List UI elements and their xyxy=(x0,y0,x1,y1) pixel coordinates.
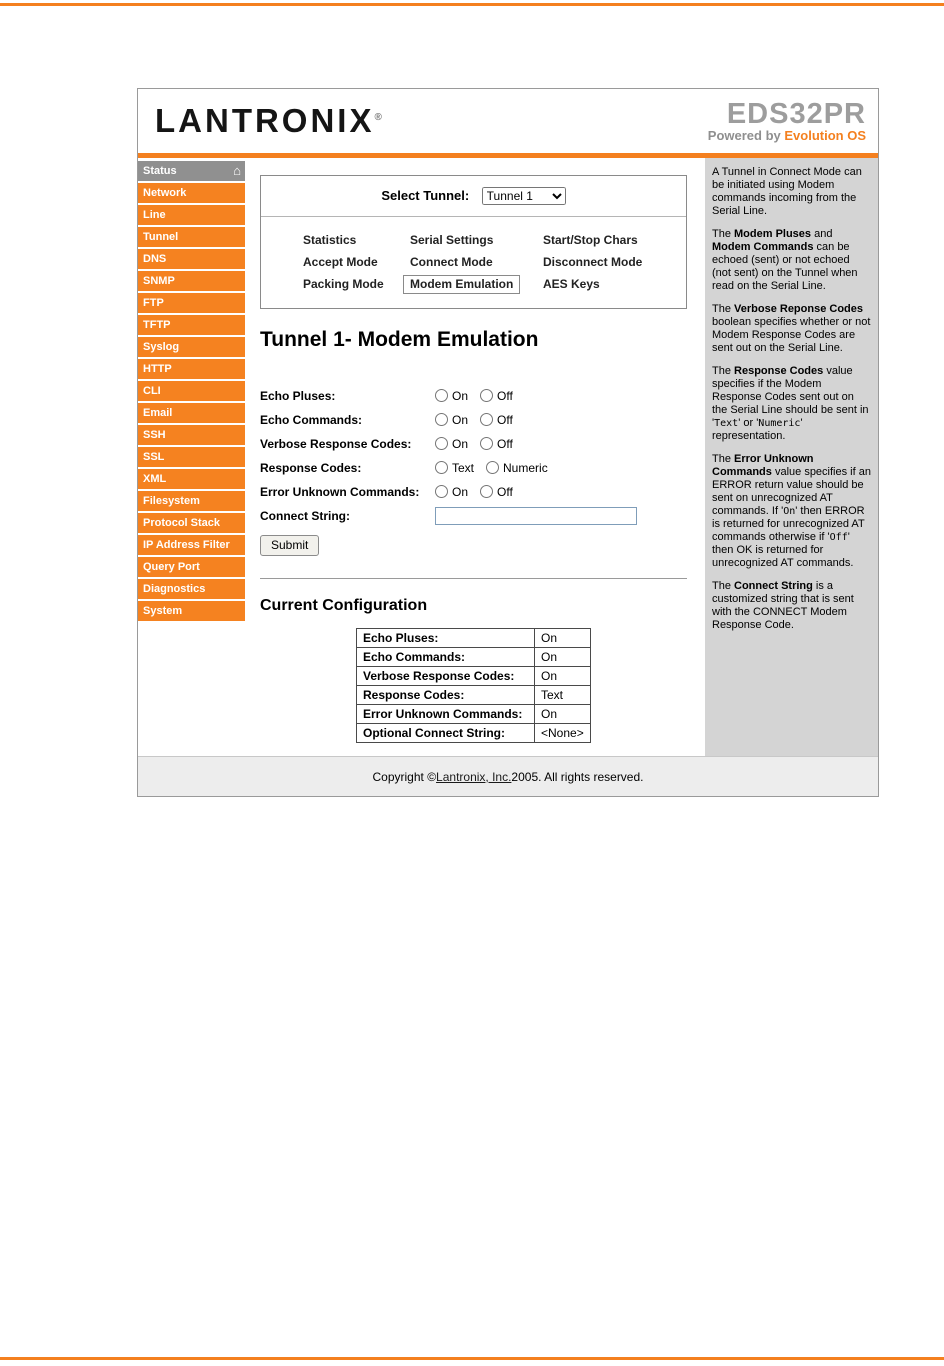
tab-connect-mode[interactable]: Connect Mode xyxy=(410,255,493,269)
table-row xyxy=(357,667,591,686)
sidebar-item-ssl[interactable]: SSL xyxy=(138,447,245,467)
form-row-response-codes xyxy=(260,456,687,479)
config-value: On xyxy=(535,648,591,667)
echo-pluses-label: Echo Pluses: xyxy=(260,388,336,403)
lantronix-logo xyxy=(155,102,382,140)
tunnel-tab-box xyxy=(260,175,687,309)
form-row-connect-string xyxy=(260,504,687,527)
config-label: Echo Commands: xyxy=(357,648,535,667)
verbose-response-codes-off-option[interactable] xyxy=(480,437,513,451)
config-value: On xyxy=(535,667,591,686)
lantronix-link[interactable]: Lantronix, Inc. xyxy=(436,769,512,784)
form-row-verbose-response-codes xyxy=(260,432,687,455)
error-unknown-commands-on-radio[interactable] xyxy=(435,485,448,498)
config-value: On xyxy=(535,705,591,724)
connect-string-label: Connect String: xyxy=(260,508,350,523)
error-unknown-commands-on-option[interactable] xyxy=(435,485,468,499)
response-codes-numeric-radio[interactable] xyxy=(486,461,499,474)
config-label: Echo Pluses: xyxy=(357,629,535,648)
content-area xyxy=(138,158,878,756)
table-row xyxy=(357,724,591,743)
config-label: Error Unknown Commands: xyxy=(357,705,535,724)
sidebar-item-filesystem[interactable]: Filesystem xyxy=(138,491,245,511)
verbose-response-codes-on-option[interactable] xyxy=(435,437,468,451)
radio-label: On xyxy=(452,412,469,427)
sidebar-item-syslog[interactable]: Syslog xyxy=(138,337,245,357)
sidebar-item-dns[interactable]: DNS xyxy=(138,249,245,269)
product-name: EDS32PR xyxy=(726,97,866,130)
radio-label: On xyxy=(452,436,469,451)
copyright-suffix: 2005. All rights reserved. xyxy=(511,769,644,784)
logo-text: LANTRONIX xyxy=(155,102,375,139)
sidebar-item-query-port[interactable]: Query Port xyxy=(138,557,245,577)
echo-commands-on-option[interactable] xyxy=(435,413,468,427)
sidebar-nav xyxy=(138,158,245,756)
tab-modem-emulation[interactable]: Modem Emulation xyxy=(403,275,520,294)
radio-label: Off xyxy=(497,388,513,403)
sidebar-item-diagnostics[interactable]: Diagnostics xyxy=(138,579,245,599)
verbose-response-codes-on-radio[interactable] xyxy=(435,437,448,450)
echo-commands-label: Echo Commands: xyxy=(260,412,363,427)
radio-label: Numeric xyxy=(503,460,548,475)
response-codes-text-option[interactable] xyxy=(435,461,474,475)
page-top-rule xyxy=(0,3,944,6)
response-codes-numeric-option[interactable] xyxy=(486,461,548,475)
radio-label: Off xyxy=(497,436,513,451)
table-row xyxy=(357,648,591,667)
page-bottom-rule xyxy=(0,1357,944,1360)
sidebar-item-xml[interactable]: XML xyxy=(138,469,245,489)
sidebar-item-ftp[interactable]: FTP xyxy=(138,293,245,313)
sidebar-item-email[interactable]: Email xyxy=(138,403,245,423)
sidebar-item-http[interactable]: HTTP xyxy=(138,359,245,379)
help-paragraph: The Verbose Reponse Codes boolean specifies whether or not Modem Response Codes are sent out on the Serial Line. xyxy=(712,303,871,354)
radio-label: On xyxy=(452,388,469,403)
radio-label: Text xyxy=(452,460,475,475)
help-paragraph: The Error Unknown Commands value specifies if an ERROR return value should be sent on unrecognized AT commands. If 'On' then ERROR is returned for unrecognized AT commands otherwise if 'Off' then OK is returned for unrecognized AT commands. xyxy=(712,453,871,569)
echo-pluses-off-radio[interactable] xyxy=(480,389,493,402)
tunnel-tabs xyxy=(303,229,676,295)
modem-emulation-form xyxy=(260,384,687,556)
app-window xyxy=(137,88,879,797)
home-icon: ⌂ xyxy=(233,163,241,178)
copyright-prefix: Copyright © xyxy=(372,769,437,784)
header xyxy=(138,89,878,153)
sidebar-item-ip-address-filter[interactable]: IP Address Filter xyxy=(138,535,245,555)
sidebar-item-system[interactable]: System xyxy=(138,601,245,621)
form-row-error-unknown-commands xyxy=(260,480,687,503)
sidebar-item-ssh[interactable]: SSH xyxy=(138,425,245,445)
sidebar-item-snmp[interactable]: SNMP xyxy=(138,271,245,291)
tab-statistics[interactable]: Statistics xyxy=(303,233,357,247)
sidebar-item-label: Status xyxy=(143,165,177,177)
echo-commands-off-radio[interactable] xyxy=(480,413,493,426)
select-tunnel-label: Select Tunnel: xyxy=(381,188,470,203)
config-value: <None> xyxy=(535,724,591,743)
echo-commands-options xyxy=(435,413,525,427)
help-paragraph: The Response Codes value specifies if the Modem Response Codes sent out on the Serial Line should be sent in 'Text' or 'Numeric' representation. xyxy=(712,365,869,442)
help-paragraph: The Modem Pluses and Modem Commands can be echoed (sent) or not echoed (not sent) on the Tunnel when read on the Serial Line. xyxy=(712,228,858,292)
tab-aes-keys[interactable]: AES Keys xyxy=(543,277,600,291)
os-name: Evolution OS xyxy=(784,128,866,144)
table-row xyxy=(357,686,591,705)
footer xyxy=(138,756,878,796)
powered-by-text: Powered by xyxy=(707,128,781,144)
sidebar-item-line[interactable]: Line xyxy=(138,205,245,225)
verbose-response-codes-options xyxy=(435,437,525,451)
help-panel xyxy=(705,158,878,756)
echo-pluses-off-option[interactable] xyxy=(480,389,513,403)
error-unknown-commands-options xyxy=(435,485,525,499)
config-label: Verbose Response Codes: xyxy=(357,667,535,686)
main-content xyxy=(245,158,705,756)
echo-pluses-options xyxy=(435,389,525,403)
table-row xyxy=(357,705,591,724)
table-row xyxy=(357,629,591,648)
tab-start-stop-chars[interactable]: Start/Stop Chars xyxy=(543,233,638,247)
sidebar-item-cli[interactable]: CLI xyxy=(138,381,245,401)
powered-by-line xyxy=(708,129,866,143)
tunnel-selector-row xyxy=(261,187,686,217)
current-configuration-title: Current Configuration xyxy=(260,597,428,614)
tab-packing-mode[interactable]: Packing Mode xyxy=(303,277,384,291)
product-brand xyxy=(708,99,866,143)
tab-serial-settings[interactable]: Serial Settings xyxy=(410,233,494,247)
config-label: Optional Connect String: xyxy=(357,724,535,743)
echo-commands-off-option[interactable] xyxy=(480,413,513,427)
current-configuration-table xyxy=(356,628,591,743)
verbose-response-codes-off-radio[interactable] xyxy=(480,437,493,450)
config-value: On xyxy=(535,629,591,648)
help-paragraph: The Connect String is a customized string that is sent with the CONNECT Modem Response Code. xyxy=(712,580,854,631)
registered-trademark-icon: ® xyxy=(374,112,382,123)
config-value: Text xyxy=(535,686,591,705)
error-unknown-commands-off-option[interactable] xyxy=(480,485,513,499)
tab-disconnect-mode[interactable]: Disconnect Mode xyxy=(543,255,643,269)
sidebar-item-tunnel[interactable]: Tunnel xyxy=(138,227,245,247)
form-row-echo-commands xyxy=(260,408,687,431)
error-unknown-commands-label: Error Unknown Commands: xyxy=(260,484,420,499)
radio-label: On xyxy=(452,484,469,499)
sidebar-item-protocol-stack[interactable]: Protocol Stack xyxy=(138,513,245,533)
error-unknown-commands-off-radio[interactable] xyxy=(480,485,493,498)
response-codes-label: Response Codes: xyxy=(260,460,362,475)
tunnel-select[interactable] xyxy=(482,187,566,205)
response-codes-text-radio[interactable] xyxy=(435,461,448,474)
radio-label: Off xyxy=(497,484,513,499)
help-paragraph: A Tunnel in Connect Mode can be initiated using Modem commands incoming from the Serial Line. xyxy=(712,166,862,217)
page-title: Tunnel 1- Modem Emulation xyxy=(260,328,539,351)
sidebar-item-tftp[interactable]: TFTP xyxy=(138,315,245,335)
submit-button[interactable]: Submit xyxy=(260,535,319,556)
verbose-response-codes-label: Verbose Response Codes: xyxy=(260,436,412,451)
config-label: Response Codes: xyxy=(357,686,535,705)
section-divider xyxy=(260,578,687,579)
connect-string-input[interactable] xyxy=(435,507,637,525)
echo-pluses-on-option[interactable] xyxy=(435,389,468,403)
echo-commands-on-radio[interactable] xyxy=(435,413,448,426)
sidebar-item-status[interactable] xyxy=(138,161,245,181)
radio-label: Off xyxy=(497,412,513,427)
tab-accept-mode[interactable]: Accept Mode xyxy=(303,255,378,269)
form-row-echo-pluses xyxy=(260,384,687,407)
sidebar-item-network[interactable]: Network xyxy=(138,183,245,203)
response-codes-options xyxy=(435,461,560,475)
echo-pluses-on-radio[interactable] xyxy=(435,389,448,402)
